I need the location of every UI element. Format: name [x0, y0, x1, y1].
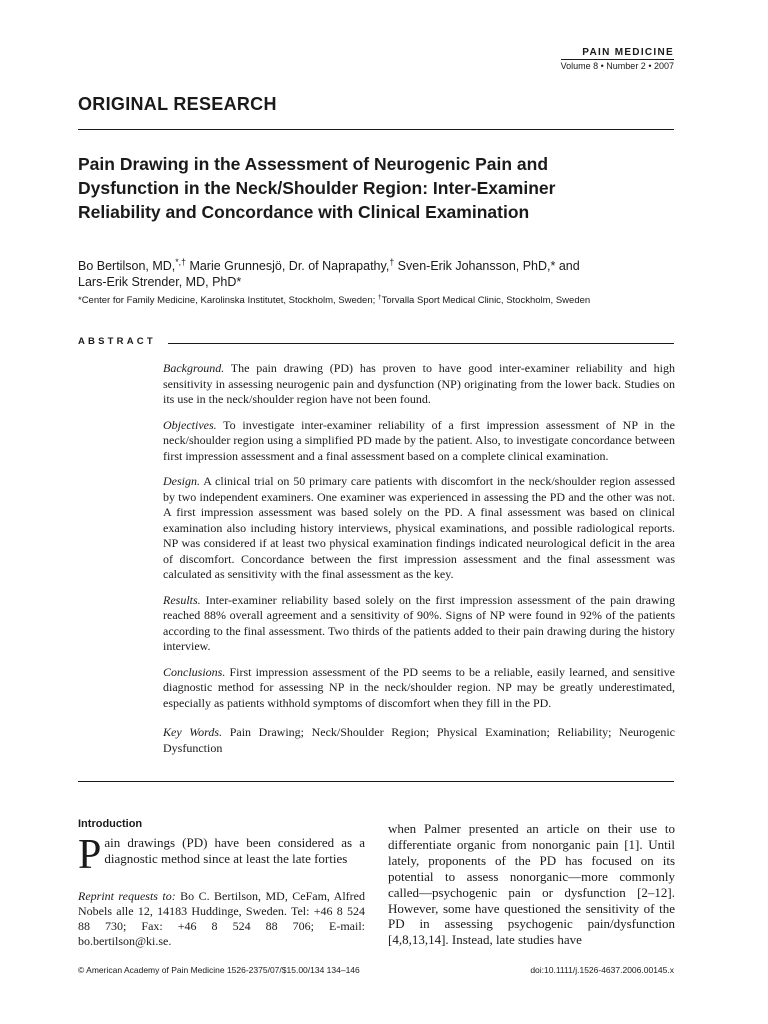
intro-text: ain drawings (PD) have been considered as a diagnostic method since at least the late forties: [104, 835, 365, 866]
author-1-mark: *,†: [175, 256, 186, 267]
doi-footer: doi:10.1111/j.1526-4637.2006.00145.x: [530, 965, 674, 975]
reprint-text: Bo C. Bertilson, MD, CeFam, Alfred Nobels alle 12, 14183 Huddinge, Sweden. Tel: +46 8 524 88 730; Fax: +46 8 524 88 706; E-mail: bo.bertilson@ki.se.: [78, 889, 366, 948]
author-2: Marie Grunnesjö, Dr. of Naprapathy,: [185, 259, 390, 273]
left-column: [78, 832, 366, 949]
abstract-background: [163, 361, 675, 408]
author-2-mark: †: [389, 256, 395, 267]
abstract-heading: Background.: [163, 361, 225, 375]
drop-cap: P: [78, 832, 102, 878]
abstract-text: A clinical trial on 50 primary care patients with discomfort in the neck/shoulder region assessed by two independent examiners. One examiner was experienced in assessing the PD and the other was not. A first impression assessment was based solely on the PD. A final assessment was based on clinical examination also including history interviews, physical examinations, and possible radiological reports. NP was considered if at least two physical examination findings indicated neurological deficit in the area of discomfort. Concordance between the first impression assessment and the final assessment was calculated as sensitivity with the final assessment as the key.: [163, 474, 675, 581]
abstract-conclusions: [163, 665, 675, 712]
abstract-heading: Design.: [163, 474, 200, 488]
abstract-keywords: [163, 725, 675, 756]
intro-paragraph: [78, 832, 365, 878]
author-4: Lars-Erik Strender, MD, PhD*: [78, 275, 242, 289]
abstract-label: ABSTRACT: [78, 336, 156, 347]
article-title: [78, 152, 658, 224]
abstract-heading: Objectives.: [163, 417, 217, 432]
author-1: Bo Bertilson, MD,: [78, 259, 176, 273]
affiliations: [78, 295, 590, 307]
abstract-heading: Conclusions.: [163, 664, 226, 679]
abstract-text: Inter-examiner reliability based solely on the first impression assessment of the pain drawing reached 88% overall agreement and a sensitivity of 90%. Signs of NP were found in 92% of the patients according to the final assessment. Two thirds of the patients added to their pain drawing during the history interview.: [163, 592, 675, 653]
right-column-text: when Palmer presented an article on their use to differentiate organic from nonorganic pain [1]. Until lately, proponents of the PD has focused on its potential to assess nonorganic—more commonly called—psychogenic pain or dysfunction [2–12]. However, some have questioned the sensitivity of the PD in assessing psychogenic pain/dysfunction [4,8,13,14]. Instead, late studies have: [388, 821, 675, 948]
author-3: Sven-Erik Johansson, PhD,* and: [394, 259, 580, 273]
affiliation-2: Torvalla Sport Medical Clinic, Stockholm, Sweden: [381, 295, 591, 306]
keywords-text: Pain Drawing; Neck/Shoulder Region; Physical Examination; Reliability; Neurogenic Dysfunction: [163, 725, 675, 755]
reprint-heading: Reprint requests to:: [78, 889, 176, 903]
journal-volume: Volume 8 • Number 2 • 2007: [560, 61, 674, 71]
section-label: ORIGINAL RESEARCH: [78, 94, 277, 114]
abstract-divider: [168, 343, 674, 344]
body-divider: [78, 781, 674, 782]
journal-name: PAIN MEDICINE: [582, 47, 674, 58]
title-line: Dysfunction in the Neck/Shoulder Region: Inter-Examiner: [78, 178, 556, 198]
abstract-text: The pain drawing (PD) has proven to have good inter-examiner reliability and high sensitivity in assessing neurogenic pain and dysfunction (NP) originating from the lower back. Studies on its use in the neck/shoulder region have not been found.: [163, 361, 675, 406]
author-list: [78, 258, 580, 290]
abstract-heading: Results.: [163, 592, 201, 607]
reprint-requests: [78, 889, 365, 949]
affiliation-1: *Center for Family Medicine, Karolinska Institutet, Stockholm, Sweden;: [78, 295, 378, 306]
title-line: Reliability and Concordance with Clinical Examination: [78, 202, 530, 222]
header-divider: [78, 129, 674, 130]
copyright-footer: © American Academy of Pain Medicine 1526-2375/07/$15.00/134 134–146: [78, 965, 360, 975]
abstract-results: [163, 593, 675, 655]
journal-header: [561, 47, 674, 72]
introduction-heading: Introduction: [78, 818, 143, 830]
title-line: Pain Drawing in the Assessment of Neurogenic Pain and: [78, 154, 549, 174]
abstract-text: First impression assessment of the PD seems to be a reliable, easily learned, and sensitive diagnostic method for assessing NP in the neck/shoulder region. NP may be greatly underestimated, especially as patients withhold symptoms of discomfort when they fill in the PD.: [163, 664, 675, 710]
keywords-heading: Key Words.: [163, 725, 223, 739]
affiliation-mark: †: [377, 293, 382, 301]
abstract-design: [163, 474, 675, 583]
abstract-objectives: [163, 418, 675, 465]
abstract-body: [163, 361, 675, 766]
abstract-text: To investigate inter-examiner reliability of a first impression assessment of NP in the neck/shoulder region using a simplified PD made by the patient. Also, to investigate concordance between first impression assessment and a final assessment based on a complete clinical examination.: [163, 417, 675, 463]
